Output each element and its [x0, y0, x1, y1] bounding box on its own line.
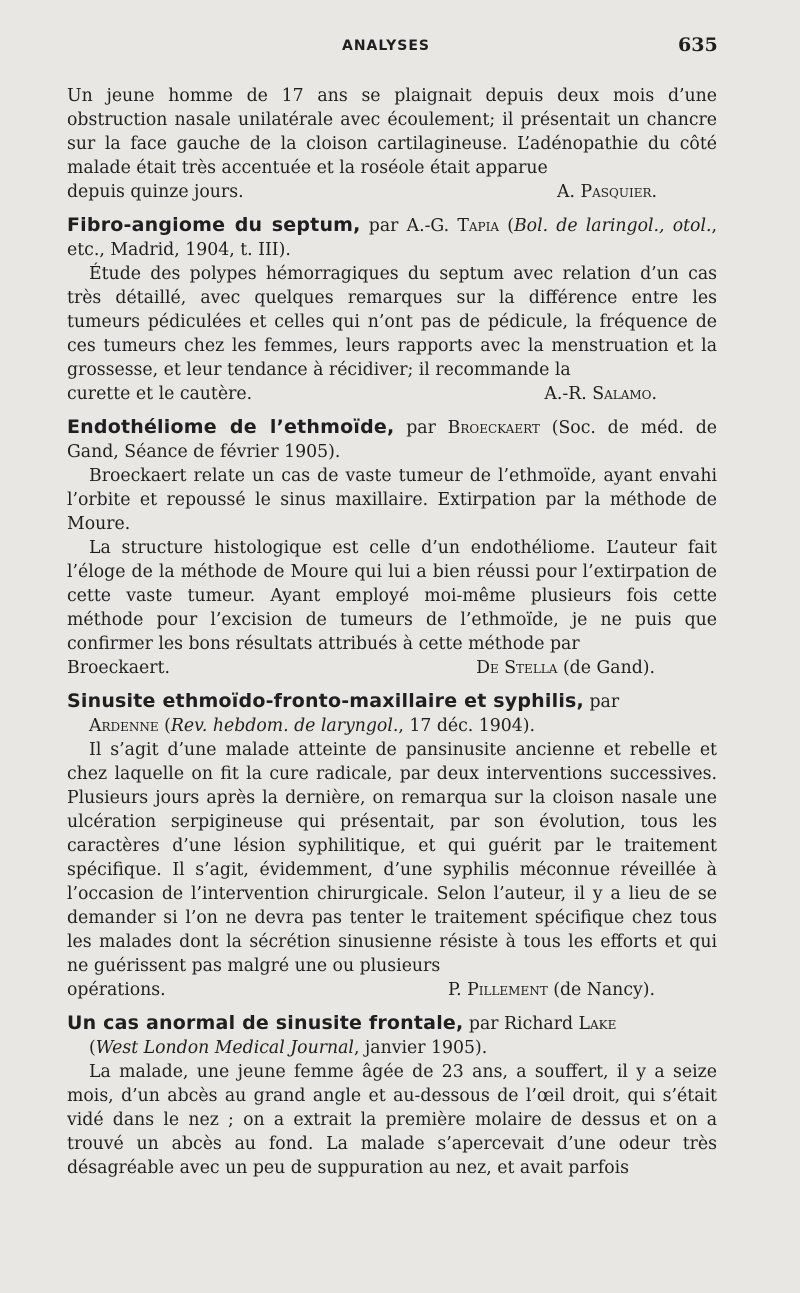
article-byline — [67, 656, 717, 680]
article-signature — [476, 656, 717, 680]
citation-details: , janvier 1905). — [353, 1038, 488, 1058]
citation-journal: West London Medical Journal — [95, 1038, 354, 1058]
citation-prefix: par — [589, 692, 620, 712]
article-heading: Fibro-angiome du septum, par A.-G. Tapia (Bol. de laringol., otol., etc., Madrid, 1904, t. III). — [67, 214, 717, 260]
article-sinusite-frontale — [67, 1011, 717, 1180]
citation-author: Lake — [578, 1014, 617, 1034]
article-citation: (West London Medical Journal, janvier 1905). — [89, 1038, 488, 1058]
citation-prefix: par — [406, 418, 436, 438]
intro-paragraph: Un jeune homme de 17 ans se plaignait depuis deux mois d’une obstruction nasale unilatérale avec écoulement; il présentait un chancre sur la face gauche de la cloison cartilagineuse. L’adénopathie du côté malade était très accentuée et la roséole était apparue — [67, 86, 717, 178]
article-fibro-angiome — [67, 213, 717, 406]
article-signature: A.-R. Salamo. — [544, 384, 657, 404]
signature-place: (de Nancy). — [553, 980, 655, 1000]
citation-author: Broeckaert — [447, 418, 540, 438]
article-endotheliome — [67, 415, 717, 680]
intro-signature: A. Pasquier. — [557, 182, 657, 202]
article-signature — [448, 978, 717, 1002]
intro-abstract — [67, 84, 717, 204]
intro-last-line: depuis quinze jours. — [67, 182, 244, 202]
signature-name: De Stella — [476, 658, 558, 678]
article-last-line: opérations. — [67, 980, 166, 1000]
article-paragraph: La structure histologique est celle d’un endothéliome. L’auteur fait l’éloge de la méthode de Moure qui lui a bien réussi pour l’extirpation de cette vaste tumeur. Ayant employé moi-même plusieurs fois cette méthode pour l’excision de tumeurs de l’ethmoïde, je ne puis que confirmer les bons résultats attribués à cette méthode par — [67, 538, 717, 654]
article-title: Fibro-angiome du septum, — [67, 214, 361, 236]
article-title: Sinusite ethmoïdo-fronto-maxillaire et syphilis, — [67, 690, 584, 712]
page-body — [67, 84, 717, 1180]
article-byline — [67, 382, 717, 406]
article-citation: Ardenne (Rev. hebdom. de laryngol., 17 déc. 1904). — [89, 716, 535, 736]
citation-author: Tapia — [457, 216, 500, 236]
article-last-line: Broeckaert. — [67, 658, 170, 678]
article-title: Un cas anormal de sinusite frontale, — [67, 1012, 464, 1034]
citation-journal: Rev. hebdom. de laryngol. — [170, 716, 399, 736]
article-last-line: curette et le cautère. — [67, 384, 253, 404]
citation-details: , etc., Madrid, 1904, t. III). — [67, 216, 717, 260]
citation-details: , 17 déc. 1904). — [398, 716, 535, 736]
article-sinusite-syphilis — [67, 689, 717, 1002]
article-byline — [67, 978, 717, 1002]
page-number: 635 — [678, 34, 718, 56]
citation-prefix: par Richard — [468, 1014, 574, 1034]
citation-journal: Bol. de laringol., otol. — [513, 216, 712, 236]
citation-details: (Soc. de méd. de Gand, Séance de février 1905). — [67, 418, 717, 462]
article-heading — [67, 689, 717, 714]
article-paragraph: Broeckaert relate un cas de vaste tumeur de l’ethmoïde, ayant envahi l’orbite et repoussé le sinus maxillaire. Extirpation par la méthode de Moure. — [67, 466, 717, 534]
signature-name: P. Pillement — [448, 980, 548, 1000]
article-heading — [67, 1011, 717, 1036]
page-header — [0, 34, 800, 62]
article-paragraph: Étude des polypes hémorragiques du septum avec relation d’un cas très détaillé, avec quelques remarques sur la différence entre les tumeurs pédiculées et celles qui n’ont pas de pédicule, la fréquence de ces tumeurs chez les femmes, leurs rapports avec la menstruation et la grossesse, et leur tendance à récidiver; il recommande la — [67, 264, 717, 380]
signature-place: (de Gand). — [562, 658, 655, 678]
article-title: Endothéliome de l’ethmoïde, — [67, 416, 395, 438]
citation-prefix: par A.-G. — [368, 216, 450, 236]
citation-author: Ardenne — [89, 716, 159, 736]
article-heading — [67, 415, 717, 464]
article-paragraph: Il s’agit d’une malade atteinte de pansinusite ancienne et rebelle et chez laquelle on fit la cure radicale, par deux interventions successives. Plusieurs jours après la dernière, on remarqua sur la cloison nasale une ulcération serpigineuse qui présentait, par son évolution, tous les caractères d’une lésion syphilitique, et qui guérit par le traitement spécifique. Il s’agit, évidemment, d’une syphilis méconnue réveillée à l’occasion de l’intervention chirurgicale. Selon l’auteur, il y a lieu de se demander si l’on ne devra pas tenter le traitement spécifique chez tous les malades dont la sécrétion sinusienne résiste à tous les efforts et qui ne guérissent pas malgré une ou plusieurs — [67, 740, 717, 976]
article-paragraph: La malade, une jeune femme âgée de 23 ans, a souffert, il y a seize mois, d’un abcès au grand angle et au-dessous de l’œil droit, qui s’était vidé dans le nez ; on a extrait la première molaire de dessus et on a trouvé un abcès au fond. La malade s’apercevait d’une odeur très désagréable avec un peu de suppuration au nez, et avait parfois — [67, 1062, 717, 1178]
intro-byline — [67, 180, 717, 204]
running-title: ANALYSES — [342, 38, 430, 54]
